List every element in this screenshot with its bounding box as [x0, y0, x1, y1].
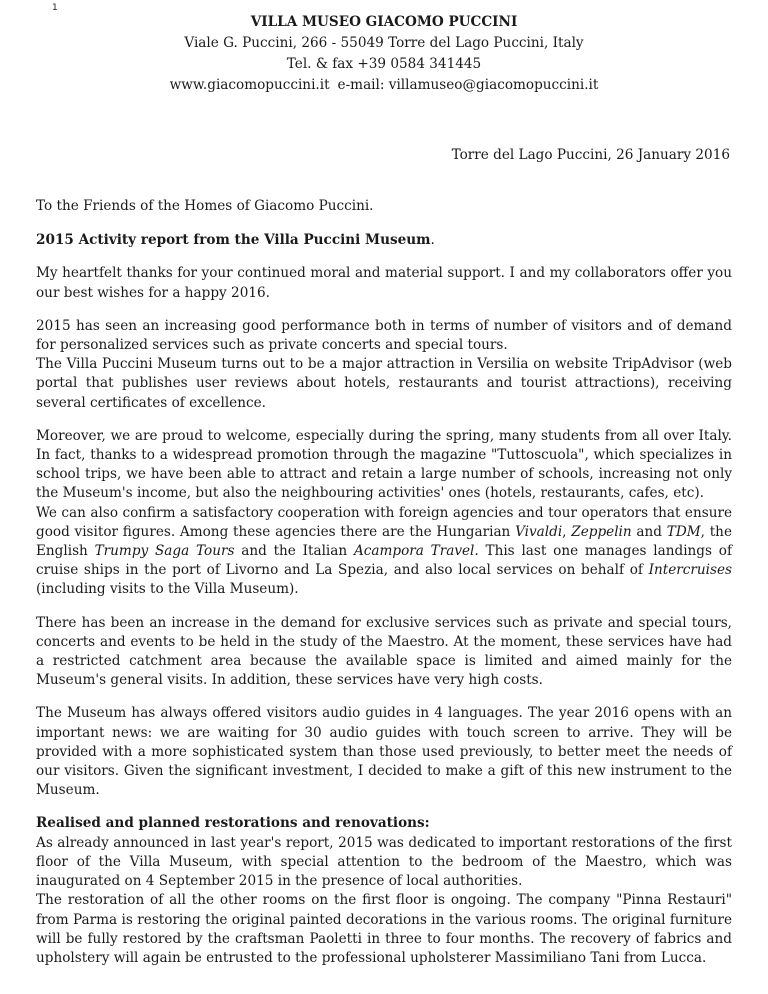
- website-link[interactable]: www.giacomopuccini.it: [169, 77, 330, 93]
- salutation: To the Friends of the Homes of Giacomo Puccini.: [36, 198, 374, 214]
- agencies-text: (including visits to the Villa Museum).: [36, 581, 299, 598]
- page-number: 1: [52, 3, 58, 13]
- agencies-text: and: [631, 523, 667, 540]
- paragraph-restorations: As already announced in last year's report, 2015 was dedicated to important restorations of the first floor of the Villa Museum, with special attention to the bedroom of the Maestro, which was inaugurated on 4 September 2015 in the presence of local authorities.: [36, 834, 732, 890]
- paragraph-agencies: [36, 504, 732, 600]
- paragraph-thanks: My heartfelt thanks for your continued moral and material support. I and my collaborators offer you our best wishes for a happy 2016.: [36, 265, 732, 301]
- agencies-text: This last one manages landings of cruise ships in the port of Livorno and La Spezia, and also local services on behalf of: [36, 543, 732, 579]
- agency-acampora: Acampora Travel.: [353, 543, 479, 560]
- paragraph-students: Moreover, we are proud to welcome, especially during the spring, many students from all over Italy. In fact, thanks to a widespread promotion through the magazine "Tuttoscuola", which specializes in school trips, we have been able to attract and retain a large number of schools, increasing not only the Museum's income, but also the neighbouring activities' ones (hotels, restaurants, cafes, etc).: [36, 427, 732, 502]
- museum-name: VILLA MUSEO GIACOMO PUCCINI: [250, 14, 518, 30]
- paragraph-tripadvisor: The Villa Puccini Museum turns out to be a major attraction in Versilia on website TripAdvisor (web portal that publishes user reviews about hotels, restaurants and tourist attractions), receiving several certificates of excellence.: [36, 356, 732, 411]
- agencies-text: , the English: [36, 523, 732, 560]
- report-title: 2015 Activity report from the Villa Puccini Museum: [36, 232, 431, 249]
- paragraph-exclusive-services: There has been an increase in the demand for exclusive services such as private and special tours, concerts and events to be held in the study of the Maestro. At the moment, these services have had a restricted catchment area because the available space is limited and aimed mainly for the Museum's general visits. In addition, these services have very high costs.: [36, 614, 732, 689]
- agencies-text: We can also confirm a satisfactory cooperation with foreign agencies and tour operators that ensure good visitor figures. Among these agencies there are the Hungarian: [36, 504, 732, 540]
- paragraph-performance: 2015 has seen an increasing good performance both in terms of number of visitors and of demand for personalized services such as private concerts and special tours.: [36, 317, 732, 354]
- agency-vivaldi: Vivaldi: [515, 523, 563, 540]
- letter-body: [36, 197, 732, 982]
- letter-date: Torre del Lago Puccini, 26 January 2016: [451, 147, 730, 163]
- agency-zeppelin: Zeppelin: [571, 523, 632, 540]
- agency-tdm: TDM: [666, 523, 701, 540]
- agency-intercruises: Intercruises: [648, 562, 732, 579]
- email-link[interactable]: e-mail: villamuseo@giacomopuccini.it: [337, 77, 599, 93]
- paragraph-ongoing-restoration: The restoration of all the other rooms on the first floor is ongoing. The company "Pinna Restauri" from Parma is restoring the original painted decorations in the various rooms. The original furniture will be fully restored by the craftsman Paoletti in three to four months. The recovery of fabrics and upholstery will again be entrusted to the professional upholsterer Massimiliano Tani from Lucca.: [36, 892, 732, 966]
- restorations-heading: Realised and planned restorations and renovations:: [36, 815, 430, 832]
- agency-trumpy: Trumpy Saga Tours: [94, 543, 235, 560]
- paragraph-audio-guides: The Museum has always offered visitors audio guides in 4 languages. The year 2016 opens with an important news: we are waiting for 30 audio guides with touch screen to arrive. They will be provided with a more sophisticated system than those used previously, to better meet the needs of our visitors. Given the significant investment, I decided to make a gift of this new instrument to the Museum.: [36, 705, 732, 799]
- agencies-text: and the Italian: [234, 543, 354, 560]
- museum-phone: Tel. & fax +39 0584 341445: [286, 56, 482, 72]
- report-title-paragraph: [36, 231, 732, 250]
- museum-address: Viale G. Puccini, 266 - 55049 Torre del Lago Puccini, Italy: [184, 35, 584, 51]
- report-title-period: .: [430, 232, 435, 249]
- museum-contacts: [0, 75, 768, 96]
- agencies-text: ,: [562, 523, 572, 540]
- letterhead: [0, 12, 768, 96]
